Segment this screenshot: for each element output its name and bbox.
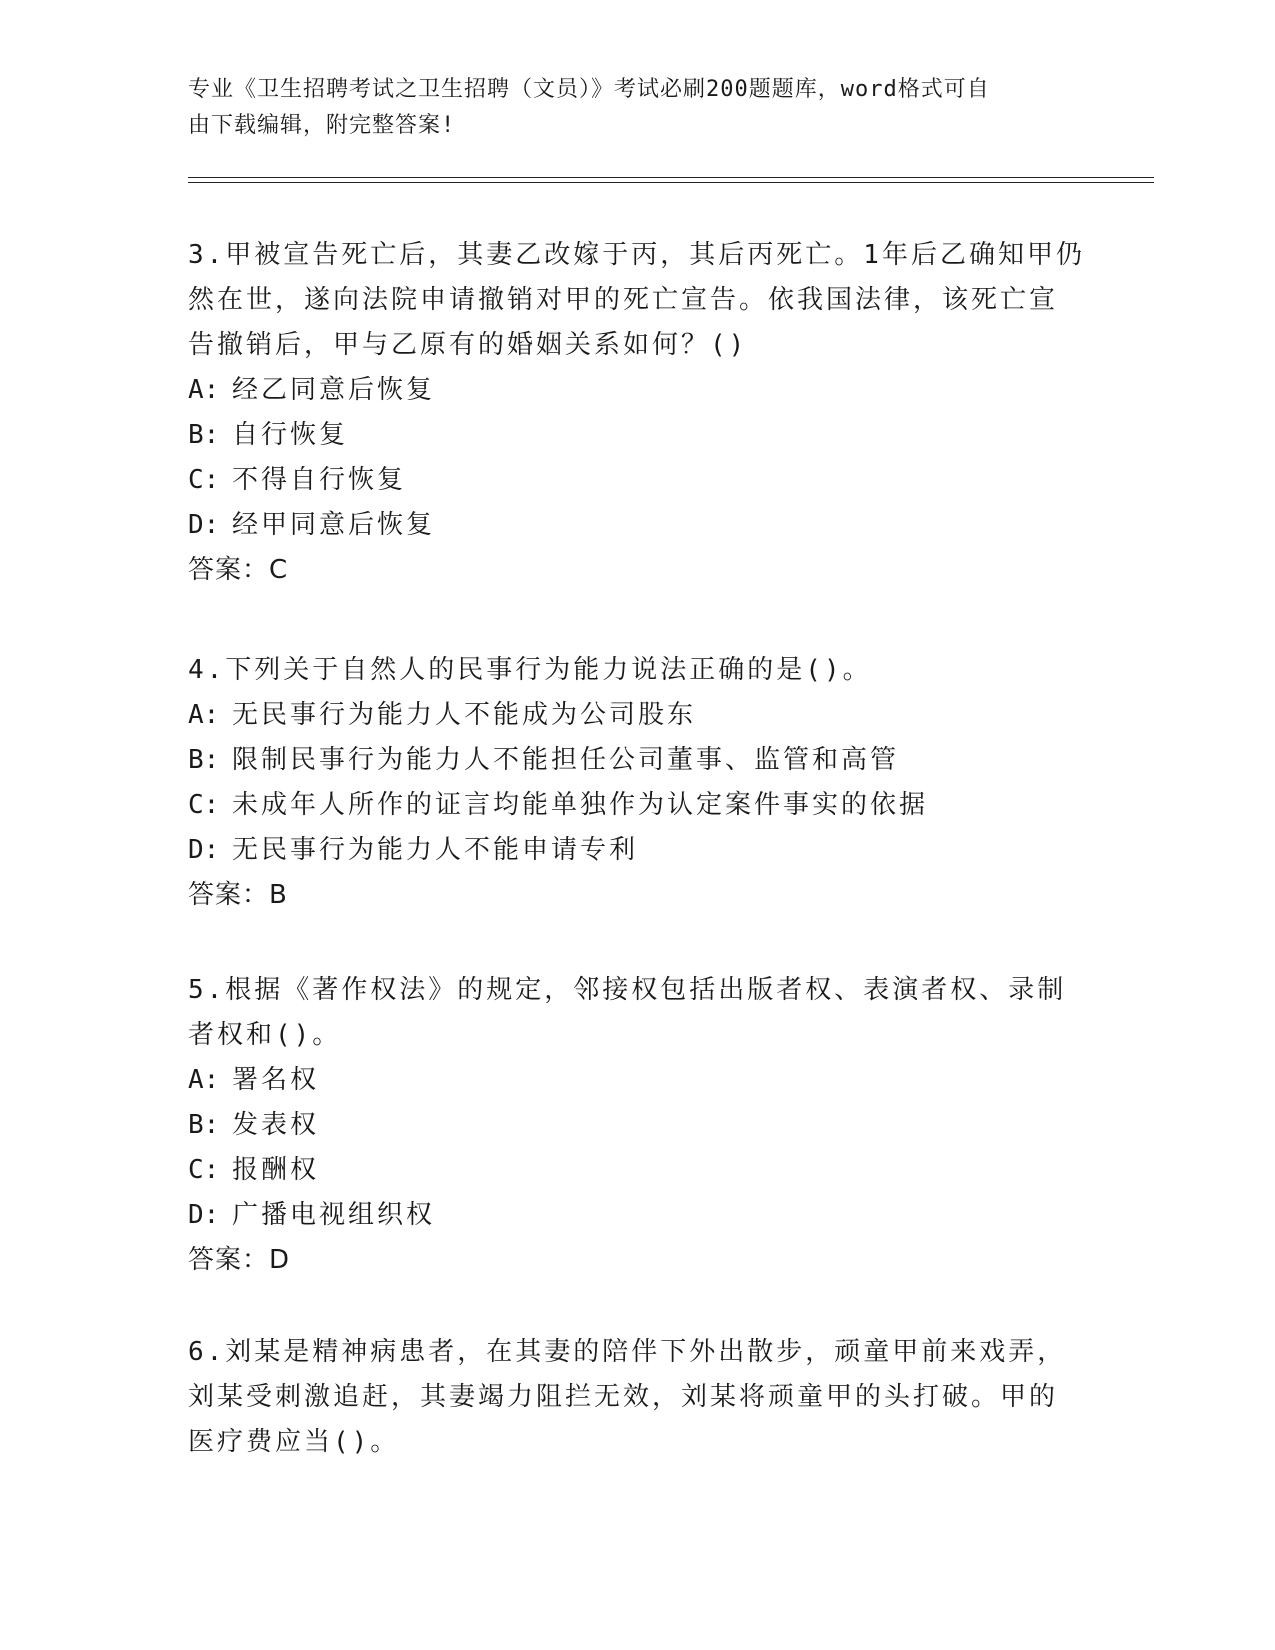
option-letter: D: [188, 510, 220, 540]
option-a [188, 368, 1088, 413]
option-text: 未成年人所作的证言均能单独作为认定案件事实的依据 [232, 790, 929, 820]
header-divider-top [188, 177, 1154, 178]
option-b [188, 1103, 1088, 1148]
option-letter: C: [188, 465, 220, 495]
option-a [188, 1058, 1088, 1103]
option-letter: A: [188, 1065, 220, 1095]
question-stem-line: 刘某受刺激追赶，其妻竭力阻拦无效，刘某将顽童甲的头打破。甲的 [188, 1382, 1059, 1412]
question-stem-line: 6.刘某是精神病患者，在其妻的陪伴下外出散步，顽童甲前来戏弄， [188, 1337, 1067, 1367]
option-letter: C: [188, 1155, 220, 1185]
option-text: 无民事行为能力人不能成为公司股东 [232, 700, 697, 730]
question-stem-line: 告撤销后，甲与乙原有的婚姻关系如何？() [188, 330, 748, 360]
option-letter: B: [188, 1110, 220, 1140]
option-text: 经甲同意后恢复 [232, 510, 436, 540]
option-b [188, 413, 1088, 458]
option-letter: B: [188, 745, 220, 775]
option-c [188, 783, 1088, 828]
question-stem-line: 医疗费应当()。 [188, 1427, 400, 1457]
option-letter: D: [188, 835, 220, 865]
question-stem-line: 3.甲被宣告死亡后，其妻乙改嫁于丙，其后丙死亡。1年后乙确知甲仍 [188, 240, 1085, 270]
option-d [188, 503, 1088, 548]
question-stem-line: 5.根据《著作权法》的规定，邻接权包括出版者权、表演者权、录制 [188, 975, 1067, 1005]
option-letter: A: [188, 375, 220, 405]
option-d [188, 1193, 1088, 1238]
option-a [188, 693, 1088, 738]
option-text: 经乙同意后恢复 [232, 375, 436, 405]
header-line-2: 由下载编辑，附完整答案! [188, 113, 456, 138]
option-text: 署名权 [232, 1065, 320, 1095]
question-5 [188, 968, 1088, 1283]
option-text: 自行恢复 [232, 420, 349, 450]
question-stem-line: 然在世，遂向法院申请撤销对甲的死亡宣告。依我国法律，该死亡宣 [188, 285, 1059, 315]
option-letter: B: [188, 420, 220, 450]
option-c [188, 1148, 1088, 1193]
option-text: 不得自行恢复 [232, 465, 407, 495]
option-d [188, 828, 1088, 873]
option-text: 发表权 [232, 1110, 320, 1140]
option-letter: D: [188, 1200, 220, 1230]
option-text: 广播电视组织权 [232, 1200, 436, 1230]
option-text: 无民事行为能力人不能申请专利 [232, 835, 639, 865]
option-b [188, 738, 1088, 783]
question-stem-line: 4.下列关于自然人的民事行为能力说法正确的是()。 [188, 655, 872, 685]
header-line-1: 专业《卫生招聘考试之卫生招聘（文员）》考试必刷200题题库，word格式可自 [188, 77, 990, 102]
question-stem-line: 者权和()。 [188, 1020, 342, 1050]
question-6 [188, 1330, 1088, 1465]
option-letter: C: [188, 790, 220, 820]
question-4 [188, 648, 1088, 918]
document-header [188, 72, 1068, 144]
option-text: 报酬权 [232, 1155, 320, 1185]
header-divider-bottom [188, 182, 1154, 183]
option-text: 限制民事行为能力人不能担任公司董事、监管和高管 [232, 745, 900, 775]
question-3 [188, 233, 1088, 593]
option-c [188, 458, 1088, 503]
answer-line: 答案：D [188, 1245, 291, 1275]
answer-line: 答案：B [188, 880, 288, 910]
option-letter: A: [188, 700, 220, 730]
answer-line: 答案：C [188, 555, 289, 585]
